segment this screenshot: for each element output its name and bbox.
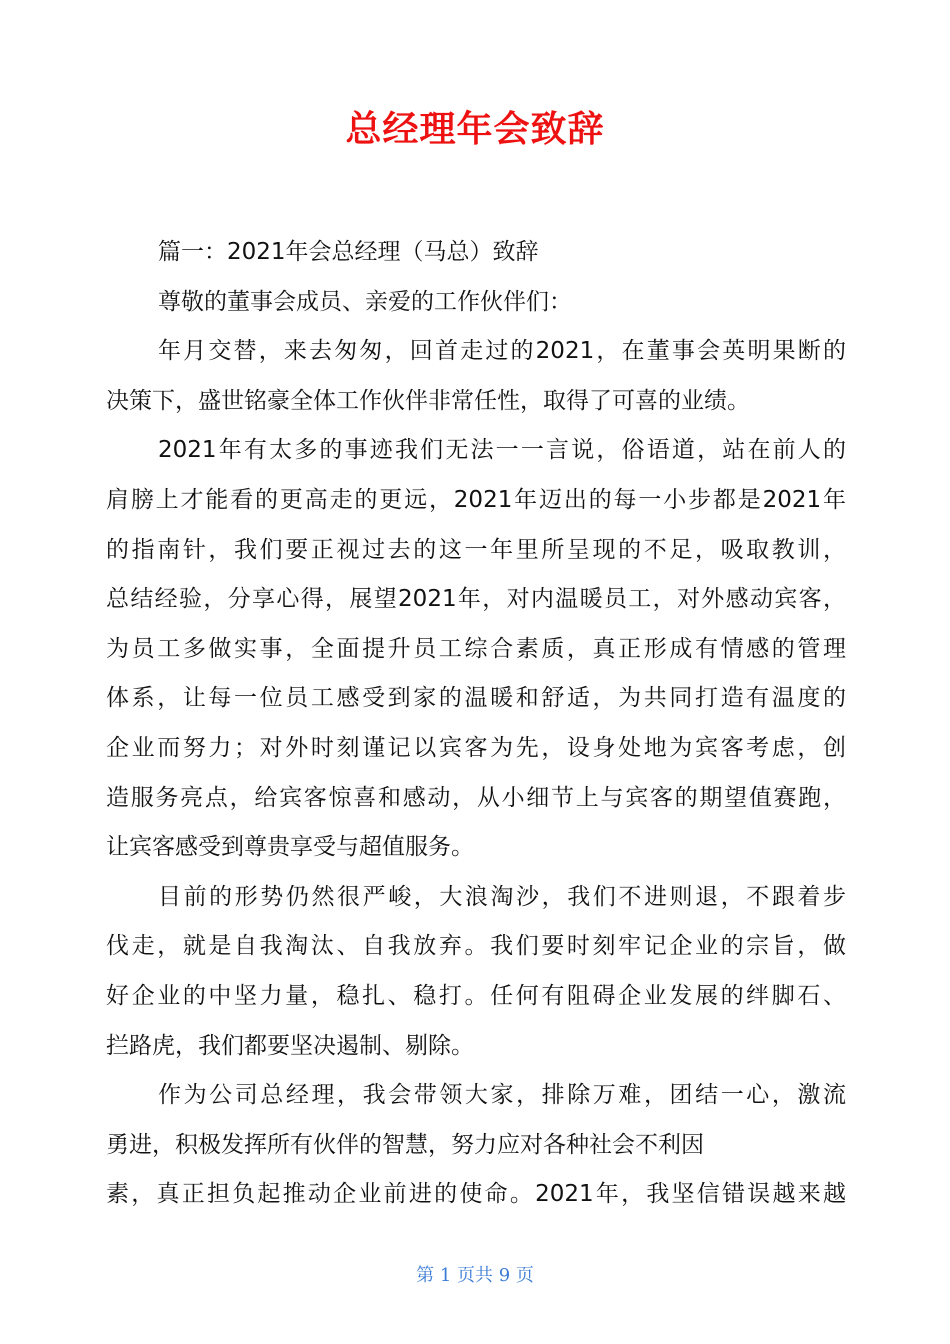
paragraph-line: 伐走，就是自我淘汰、自我放弃。我们要时刻牢记企业的宗旨，做: [106, 933, 846, 960]
page-footer: 第 1 页共 9 页: [416, 1265, 534, 1286]
paragraph-line: 总结经验，分享心得，展望2021年，对内温暖员工，对外感动宾客，: [106, 586, 846, 613]
paragraph-line: 造服务亮点，给宾客惊喜和感动，从小细节上与宾客的期望值赛跑，: [106, 784, 846, 811]
paragraph-line: 年月交替，来去匆匆，回首走过的2021，在董事会英明果断的: [158, 338, 846, 365]
paragraph-line: 素，真正担负起推动企业前进的使命。2021年，我坚信错误越来越: [106, 1181, 846, 1208]
section-heading: 篇一：2021年会总经理（马总）致辞: [158, 239, 539, 265]
paragraph-line: 2021年有太多的事迹我们无法一一言说，俗语道，站在前人的: [158, 437, 846, 464]
paragraph-line: 的指南针，我们要正视过去的这一年里所呈现的不足，吸取教训，: [106, 536, 846, 563]
paragraph-line: 肩膀上才能看的更高走的更远，2021年迈出的每一小步都是2021年: [106, 486, 846, 513]
paragraph-line: 好企业的中坚力量，稳扎、稳打。任何有阻碍企业发展的绊脚石、: [106, 982, 846, 1009]
paragraph-line: 为员工多做实事，全面提升员工综合素质，真正形成有情感的管理: [106, 635, 846, 662]
document-title: 总经理年会致辞: [345, 109, 605, 150]
paragraph-line: 体系，让每一位员工感受到家的温暖和舒适，为共同打造有温度的: [106, 685, 846, 712]
paragraph-line: 决策下，盛世铭豪全体工作伙伴非常任性，取得了可喜的业绩。: [106, 387, 750, 414]
paragraph-line: 拦路虎，我们都要坚决遏制、剔除。: [106, 1032, 474, 1059]
salutation: 尊敬的董事会成员、亲爱的工作伙伴们：: [158, 288, 572, 315]
paragraph-line: 作为公司总经理，我会带领大家，排除万难，团结一心，激流: [158, 1082, 846, 1109]
paragraph-line: 让宾客感受到尊贵享受与超值服务。: [106, 834, 474, 861]
paragraph-line: 勇进，积极发挥所有伙伴的智慧，努力应对各种社会不利因: [106, 1131, 704, 1158]
document-body: [106, 228, 846, 1220]
paragraph-line: 企业而努力；对外时刻谨记以宾客为先，设身处地为宾客考虑，创: [106, 734, 846, 761]
paragraph-line: 目前的形势仍然很严峻，大浪淘沙，我们不进则退，不跟着步: [158, 883, 846, 910]
